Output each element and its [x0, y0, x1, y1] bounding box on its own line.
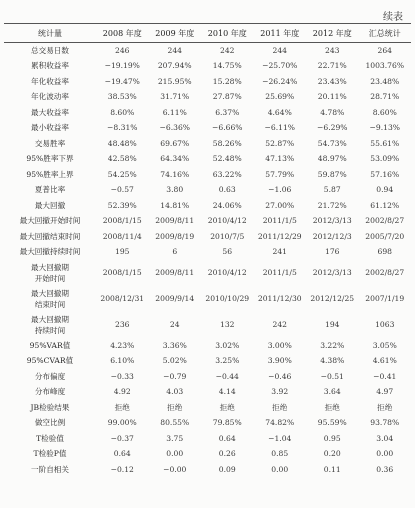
- table-cell: 264: [377, 46, 392, 55]
- table-cell: 20.11%: [317, 92, 347, 102]
- table-cell: 236: [115, 320, 130, 329]
- table-cell: 0.94: [376, 185, 394, 195]
- table-cell: 54.73%: [317, 138, 347, 148]
- table-cell: −0.00: [163, 464, 187, 474]
- row-label: 总交易日数: [31, 46, 69, 55]
- table-cell: 2008/1/15: [102, 268, 142, 277]
- table-cell: 拒绝: [377, 402, 393, 412]
- table-cell: 3.92: [271, 387, 289, 397]
- table-cell: 63.22%: [212, 169, 242, 179]
- table-cell: 194: [325, 320, 340, 329]
- header-row: [4, 24, 411, 43]
- row-label: 最大回撤持续时间: [19, 247, 81, 257]
- table-cell: 246: [115, 46, 130, 55]
- table-cell: 243: [325, 46, 340, 55]
- table-row: [4, 43, 411, 59]
- table-cell: 31.71%: [160, 92, 190, 102]
- table-row: [4, 446, 411, 462]
- table-cell: 3.36%: [162, 340, 187, 350]
- table-cell: 2002/8/27: [365, 216, 405, 226]
- table-cell: 2009/8/11: [155, 268, 195, 277]
- table-cell: 2012/12/25: [310, 294, 355, 303]
- row-label: 95%VAR值: [29, 340, 71, 350]
- table-cell: 69.67%: [160, 138, 190, 148]
- table-cell: 2012/12/3: [312, 231, 352, 241]
- table-cell: 3.75: [166, 433, 184, 443]
- table-cell: 27.87%: [212, 92, 242, 102]
- table-row: [4, 74, 411, 90]
- row-label: 夏普比率: [34, 185, 66, 195]
- table-cell: 2007/1/19: [365, 294, 405, 303]
- table-row: [4, 136, 411, 152]
- row-label: 最小收益率: [31, 123, 69, 133]
- table-cell: 2011/1/5: [262, 268, 297, 277]
- header-statistic: 统计量: [4, 24, 96, 43]
- table-cell: 2011/12/30: [257, 294, 302, 303]
- table-cell: 4.92: [113, 387, 131, 397]
- row-label-line: 最大回撤期: [31, 288, 69, 298]
- table-cell: 4.03: [166, 387, 184, 397]
- row-label-line: 最大回撤期: [31, 314, 69, 324]
- table-cell: 23.43%: [317, 76, 347, 86]
- row-label: T检验P值: [33, 449, 67, 459]
- table-cell: 拒绝: [114, 402, 130, 412]
- table-cell: 195: [115, 247, 130, 257]
- table-cell: 2012/3/13: [312, 268, 352, 277]
- table-cell: −0.41: [373, 371, 397, 381]
- header-2010: 2010 年度: [201, 24, 254, 43]
- table-cell: 2010/10/29: [205, 294, 250, 303]
- table-cell: 4.23%: [110, 340, 135, 350]
- table-cell: 3.90%: [267, 356, 292, 366]
- table-row: [4, 182, 411, 198]
- table-cell: 244: [167, 46, 182, 55]
- table-row: [4, 213, 411, 229]
- row-label: 95%胜率下界: [26, 154, 74, 164]
- table-cell: −0.79: [163, 371, 187, 381]
- table-row: [4, 105, 411, 121]
- table-cell: 3.22%: [320, 340, 345, 350]
- table-cell: 3.02%: [215, 340, 240, 350]
- row-label: 一阶自相关: [31, 464, 69, 474]
- table-cell: 22.71%: [317, 61, 347, 71]
- table-cell: 58.26%: [212, 138, 242, 148]
- table-cell: 2009/8/19: [155, 231, 195, 241]
- table-cell: 3.04: [376, 433, 394, 443]
- table-body: [4, 43, 411, 478]
- table-cell: 74.16%: [160, 169, 190, 179]
- table-cell: 242: [220, 46, 235, 55]
- table-cell: −0.37: [110, 433, 134, 443]
- row-label: 95%CVAR值: [26, 356, 74, 366]
- table-cell: 79.85%: [212, 418, 242, 428]
- table-row: [4, 338, 411, 354]
- table-cell: 0.63: [218, 185, 236, 195]
- table-cell: 64.34%: [160, 154, 190, 164]
- table-cell: 0.00: [376, 449, 394, 459]
- table-cell: 207.94%: [157, 61, 192, 71]
- table-cell: 42.58%: [107, 154, 137, 164]
- row-label: JB检验结果: [30, 402, 70, 412]
- table-row: [4, 58, 411, 74]
- table-cell: −25.70%: [262, 61, 298, 71]
- row-label: [4, 286, 96, 312]
- table-cell: 24: [169, 320, 180, 329]
- table-cell: −6.36%: [159, 123, 190, 133]
- table-row: [4, 167, 411, 183]
- table-cell: 52.87%: [265, 138, 295, 148]
- table-cell: 0.64: [218, 433, 236, 443]
- table-cell: 6.10%: [110, 356, 135, 366]
- table-cell: 0.20: [323, 449, 341, 459]
- table-cell: 59.87%: [317, 169, 347, 179]
- table-cell: 241: [272, 247, 287, 257]
- table-cell: −6.66%: [212, 123, 243, 133]
- table-cell: 52.48%: [212, 154, 242, 164]
- table-cell: 3.80: [166, 185, 184, 195]
- table-cell: 2008/11/4: [102, 231, 142, 241]
- table-row: [4, 400, 411, 416]
- table-cell: 4.61%: [372, 356, 397, 366]
- row-label: 最大收益率: [31, 107, 69, 117]
- row-label: 最大回撤开始时间: [19, 216, 81, 226]
- table-cell: 6: [172, 247, 178, 257]
- table-cell: −9.13%: [369, 123, 400, 133]
- table-cell: 14.75%: [212, 61, 242, 71]
- table-cell: −0.51: [320, 371, 344, 381]
- table-cell: 21.72%: [317, 200, 347, 210]
- table-cell: 242: [272, 320, 287, 329]
- table-cell: −6.29%: [317, 123, 348, 133]
- row-label-line: 开始时间: [34, 273, 66, 283]
- row-label: 做空比例: [34, 418, 66, 428]
- table-cell: 2008/1/15: [102, 216, 142, 226]
- table-cell: 48.48%: [107, 138, 137, 148]
- header-2008: 2008 年度: [96, 24, 149, 43]
- table-row: [4, 431, 411, 447]
- table-cell: 698: [377, 247, 392, 257]
- table-row: [4, 286, 411, 312]
- row-label-line: 结束时间: [34, 299, 66, 309]
- table-row: [4, 244, 411, 260]
- continued-label: 续表: [383, 12, 403, 23]
- table-cell: 拒绝: [219, 402, 235, 412]
- table-cell: 57.79%: [265, 169, 295, 179]
- table-cell: 4.38%: [320, 356, 345, 366]
- table-cell: 25.69%: [265, 92, 295, 102]
- table-cell: −0.57: [110, 185, 134, 195]
- table-cell: 48.97%: [317, 154, 347, 164]
- table-cell: 1063: [375, 320, 395, 329]
- row-label: 95%胜率上界: [26, 169, 74, 179]
- row-label: 分布峰度: [34, 387, 66, 397]
- table-cell: 55.61%: [370, 138, 400, 148]
- header-summary: 汇总统计: [359, 24, 412, 43]
- table-cell: 52.39%: [107, 200, 137, 210]
- row-label: [4, 260, 96, 286]
- table-row: [4, 353, 411, 369]
- table-cell: 3.00%: [267, 340, 292, 350]
- table-cell: 38.53%: [107, 92, 137, 102]
- table-cell: −1.06: [268, 185, 292, 195]
- table-cell: 215.95%: [157, 76, 192, 86]
- row-label-line: 最大回撤期: [31, 262, 69, 272]
- table-cell: 4.64%: [267, 107, 292, 117]
- table-cell: 2010/4/12: [207, 216, 247, 226]
- row-label: [4, 312, 96, 338]
- table-cell: 2010/4/12: [207, 268, 247, 277]
- table-cell: 0.64: [113, 449, 131, 459]
- row-label: 年化收益率: [31, 76, 69, 86]
- table-cell: −19.19%: [104, 61, 140, 71]
- table-row: [4, 89, 411, 105]
- table-cell: 28.71%: [370, 92, 400, 102]
- table-cell: 244: [272, 46, 287, 55]
- table-cell: −0.46: [268, 371, 292, 381]
- table-cell: 0.00: [271, 464, 289, 474]
- table-cell: 24.06%: [212, 200, 242, 210]
- table-cell: 拒绝: [272, 402, 288, 412]
- table-cell: 23.48%: [370, 76, 400, 86]
- row-label: 最大回撤: [34, 200, 66, 210]
- row-label: 分布偏度: [34, 371, 66, 381]
- table-cell: 3.25%: [215, 356, 240, 366]
- row-label: 累积收益率: [31, 61, 69, 71]
- table-cell: 5.02%: [162, 356, 187, 366]
- table-row: [4, 369, 411, 385]
- table-cell: 99.00%: [107, 418, 137, 428]
- table-row: [4, 151, 411, 167]
- table-cell: 3.05%: [372, 340, 397, 350]
- row-label: 交易胜率: [34, 138, 66, 148]
- table-cell: 2009/9/14: [155, 294, 195, 303]
- table-cell: 4.97: [376, 387, 394, 397]
- table-cell: 0.00: [166, 449, 184, 459]
- table-cell: 95.59%: [317, 418, 347, 428]
- table-cell: 6.11%: [162, 107, 187, 117]
- table-cell: −26.24%: [262, 76, 298, 86]
- table-cell: 8.60%: [110, 107, 135, 117]
- table-row: [4, 260, 411, 286]
- table-header: [4, 24, 411, 43]
- table-cell: 2002/8/27: [365, 268, 405, 277]
- table-cell: 0.09: [218, 464, 236, 474]
- table-row: [4, 120, 411, 136]
- table-cell: 27.00%: [265, 200, 295, 210]
- table-cell: −6.11%: [264, 123, 295, 133]
- table-cell: −8.31%: [107, 123, 138, 133]
- table-cell: 2009/8/11: [155, 216, 195, 226]
- table-cell: 4.78%: [320, 107, 345, 117]
- table-cell: 8.60%: [372, 107, 397, 117]
- header-2011: 2011 年度: [254, 24, 307, 43]
- table-cell: 3.64: [323, 387, 341, 397]
- table-cell: 14.81%: [160, 200, 190, 210]
- row-label-line: 持续时间: [34, 325, 66, 335]
- table-cell: 2011/1/5: [262, 216, 297, 226]
- table-cell: 56: [222, 247, 233, 257]
- table-cell: 54.25%: [107, 169, 137, 179]
- header-2012: 2012 年度: [306, 24, 359, 43]
- row-label: T检验值: [36, 433, 64, 443]
- table-cell: 0.11: [323, 464, 341, 474]
- table-cell: 176: [325, 247, 340, 257]
- table-cell: 6.37%: [215, 107, 240, 117]
- table-row: [4, 312, 411, 338]
- table-cell: 80.55%: [160, 418, 190, 428]
- table-cell: 2010/7/5: [210, 231, 245, 241]
- table-cell: 15.28%: [212, 76, 242, 86]
- row-label: 年化波动率: [31, 92, 69, 102]
- table-cell: −0.12: [110, 464, 134, 474]
- table-row: [4, 384, 411, 400]
- table-cell: 2005/7/20: [365, 231, 405, 241]
- table-row: [4, 462, 411, 478]
- table-cell: 53.09%: [370, 154, 400, 164]
- table-cell: 拒绝: [167, 402, 183, 412]
- table-cell: 4.14: [218, 387, 236, 397]
- table-cell: 0.36: [376, 464, 394, 474]
- table-cell: 132: [220, 320, 235, 329]
- table-cell: 2012/3/13: [312, 216, 352, 226]
- table-row: [4, 415, 411, 431]
- table-cell: 0.95: [323, 433, 341, 443]
- header-2009: 2009 年度: [149, 24, 202, 43]
- table-cell: 74.82%: [265, 418, 295, 428]
- statistics-table: [4, 23, 411, 477]
- table-cell: 5.87: [323, 185, 341, 195]
- table-cell: −1.04: [268, 433, 292, 443]
- table-cell: 2011/12/29: [257, 231, 302, 241]
- table-cell: −19.47%: [104, 76, 140, 86]
- table-row: [4, 198, 411, 214]
- table-cell: −0.44: [215, 371, 239, 381]
- table-cell: −0.33: [110, 371, 134, 381]
- table-row: [4, 229, 411, 245]
- table-cell: 93.78%: [370, 418, 400, 428]
- table-cell: 57.16%: [370, 169, 400, 179]
- table-cell: 47.13%: [265, 154, 295, 164]
- table-cell: 1003.76%: [365, 61, 405, 71]
- table-cell: 61.12%: [370, 200, 400, 210]
- row-label: 最大回撤结束时间: [19, 231, 81, 241]
- table-cell: 0.85: [271, 449, 289, 459]
- table-cell: 0.26: [218, 449, 236, 459]
- table-cell: 2008/12/31: [100, 294, 145, 303]
- table-cell: 拒绝: [324, 402, 340, 412]
